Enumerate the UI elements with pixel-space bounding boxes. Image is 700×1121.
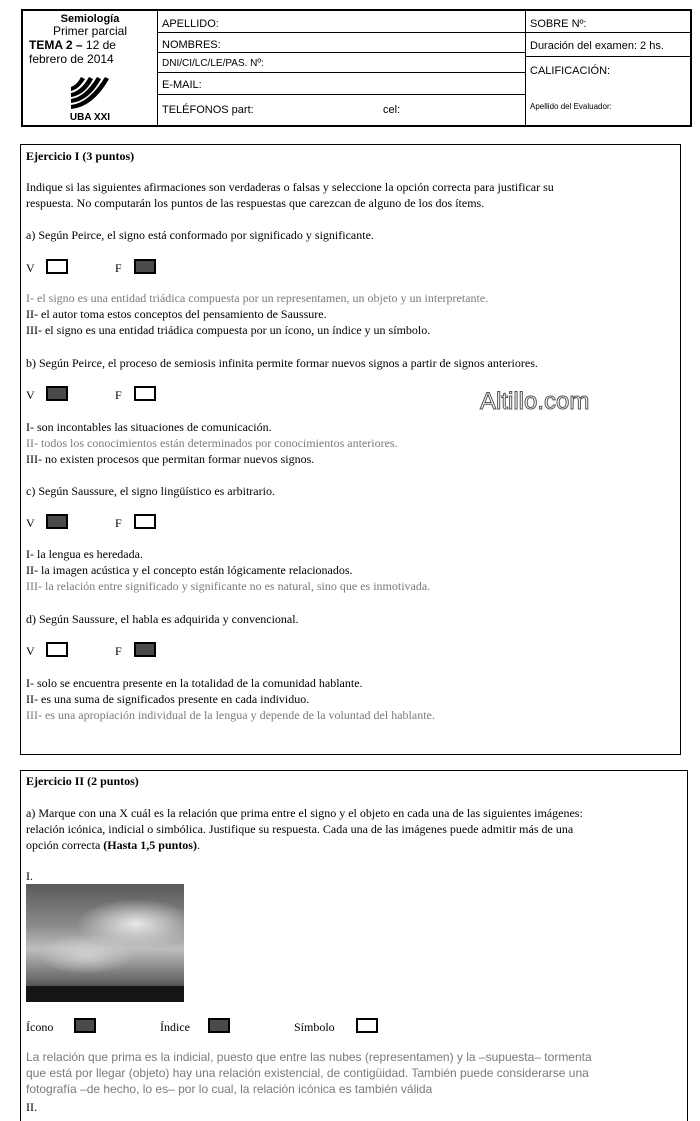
logo-text: UBA XXI <box>69 112 111 123</box>
evaluador-field[interactable]: Apellido del Evaluador: <box>530 102 612 111</box>
f-label: F <box>115 516 122 530</box>
option-a-1[interactable]: I- el signo es una entidad triádica compuesta por un representamen, un objeto y un interpretante. <box>26 291 489 305</box>
cloud-photo <box>26 884 184 1002</box>
exam-name: Primer parcial <box>52 24 127 38</box>
option-b-3[interactable]: III- no existen procesos que permitan formar nuevos signos. <box>26 452 315 466</box>
option-a-3[interactable]: III- el signo es una entidad triádica compuesta por un ícono, un índice y un símbolo. <box>26 323 431 337</box>
cel-field[interactable]: cel: <box>383 104 401 116</box>
option-b-1[interactable]: I- son incontables las situaciones de comunicación. <box>26 420 272 434</box>
f-label: F <box>115 644 122 658</box>
option-b-2[interactable]: II- todos los conocimientos están determinados por conocimientos anteriores. <box>26 436 398 450</box>
tema-date: TEMA 2 – 12 de febrero de 2014 <box>29 38 116 66</box>
checkbox-d-f[interactable] <box>134 642 156 657</box>
v-label: V <box>26 388 35 402</box>
v-label: V <box>26 261 35 275</box>
answer-text: La relación que prima es la indicial, puesto que entre las nubes (representamen) y la –supuesta– tormenta que está por llegar (objeto) hay una relación existencial, de contigüidad. También puede considerarse una fotografía –de hecho, lo es– por lo cual, la relación icónica es también válida <box>26 1050 592 1096</box>
email-field[interactable]: E-MAIL: <box>157 73 525 95</box>
f-label: F <box>115 388 122 402</box>
v-label: V <box>26 516 35 530</box>
uba-logo-icon <box>67 73 113 109</box>
checkbox-a-f[interactable] <box>134 259 156 274</box>
checkbox-d-v[interactable] <box>46 642 68 657</box>
question-c: c) Según Saussure, el signo lingüístico es arbitrario. <box>26 484 275 498</box>
sobre-field[interactable]: SOBRE Nº: <box>525 11 690 33</box>
exam-header <box>21 9 692 127</box>
option-a-2[interactable]: II- el autor toma estos conceptos del pensamiento de Saussure. <box>26 307 327 321</box>
checkbox-simbolo[interactable] <box>356 1018 378 1033</box>
option-c-1[interactable]: I- la lengua es heredada. <box>26 547 143 561</box>
calificacion-field[interactable]: CALIFICACIÓN: <box>530 65 611 77</box>
image-1-label: I. <box>26 869 33 883</box>
option-d-1[interactable]: I- solo se encuentra presente en la totalidad de la comunidad hablante. <box>26 676 363 690</box>
option-c-3[interactable]: III- la relación entre significado y significante no es natural, sino que es inmotivada. <box>26 579 431 593</box>
header-title-cell <box>23 11 158 125</box>
f-label: F <box>115 261 122 275</box>
header-fields-cell <box>157 11 526 125</box>
option-c-2[interactable]: II- la imagen acústica y el concepto están lógicamente relacionados. <box>26 563 353 577</box>
exercise-2-instructions: a) Marque con una X cuál es la relación que prima entre el signo y el objeto en cada una de las siguientes imágenes: relación icónica, indicial o simbólica. Justifique su respuesta. Cada una de las imágenes puede admitir más de una opción correcta (Hasta 1,5 puntos). <box>26 806 583 852</box>
checkbox-c-f[interactable] <box>134 514 156 529</box>
checkbox-c-v[interactable] <box>46 514 68 529</box>
dni-field[interactable]: DNI/CI/LC/LE/PAS. Nº: <box>157 53 525 73</box>
question-b: b) Según Peirce, el proceso de semiosis infinita permite formar nuevos signos a partir de signos anteriores. <box>26 356 538 370</box>
question-a: a) Según Peirce, el signo está conformado por significado y significante. <box>26 228 374 242</box>
telefonos-field[interactable]: TELÉFONOS part: cel: <box>157 95 525 125</box>
exercise-2-title: Ejercicio II (2 puntos) <box>26 774 139 788</box>
v-label: V <box>26 644 35 658</box>
duracion-label: Duración del examen: 2 hs. <box>525 33 690 57</box>
apellido-field[interactable]: APELLIDO: <box>157 11 525 33</box>
option-d-2[interactable]: II- es una suma de significados presente en cada individuo. <box>26 692 310 706</box>
icono-label: Ícono <box>26 1020 54 1034</box>
checkbox-icono[interactable] <box>74 1018 96 1033</box>
exercise-1-intro: Indique si las siguientes afirmaciones son verdaderas o falsas y seleccione la opción correcta para justificar su respuesta. No computarán los puntos de las respuestas que carezcan de alguno de los dos ítems. <box>26 180 554 210</box>
watermark: Altillo.com <box>480 388 590 415</box>
simbolo-label: Símbolo <box>294 1020 335 1034</box>
checkbox-indice[interactable] <box>208 1018 230 1033</box>
image-2-label: II. <box>26 1100 37 1114</box>
subject-title: Semiología <box>60 13 120 25</box>
nombres-field[interactable]: NOMBRES: <box>157 33 525 53</box>
checkbox-b-f[interactable] <box>134 386 156 401</box>
exercise-1-title: Ejercicio I (3 puntos) <box>26 149 135 163</box>
question-d: d) Según Saussure, el habla es adquirida y convencional. <box>26 612 299 626</box>
indice-label: Índice <box>160 1020 190 1034</box>
checkbox-b-v[interactable] <box>46 386 68 401</box>
option-d-3[interactable]: III- es una apropiación individual de la lengua y depende de la voluntad del hablante. <box>26 708 435 722</box>
header-admin-cell <box>525 11 690 125</box>
checkbox-a-v[interactable] <box>46 259 68 274</box>
